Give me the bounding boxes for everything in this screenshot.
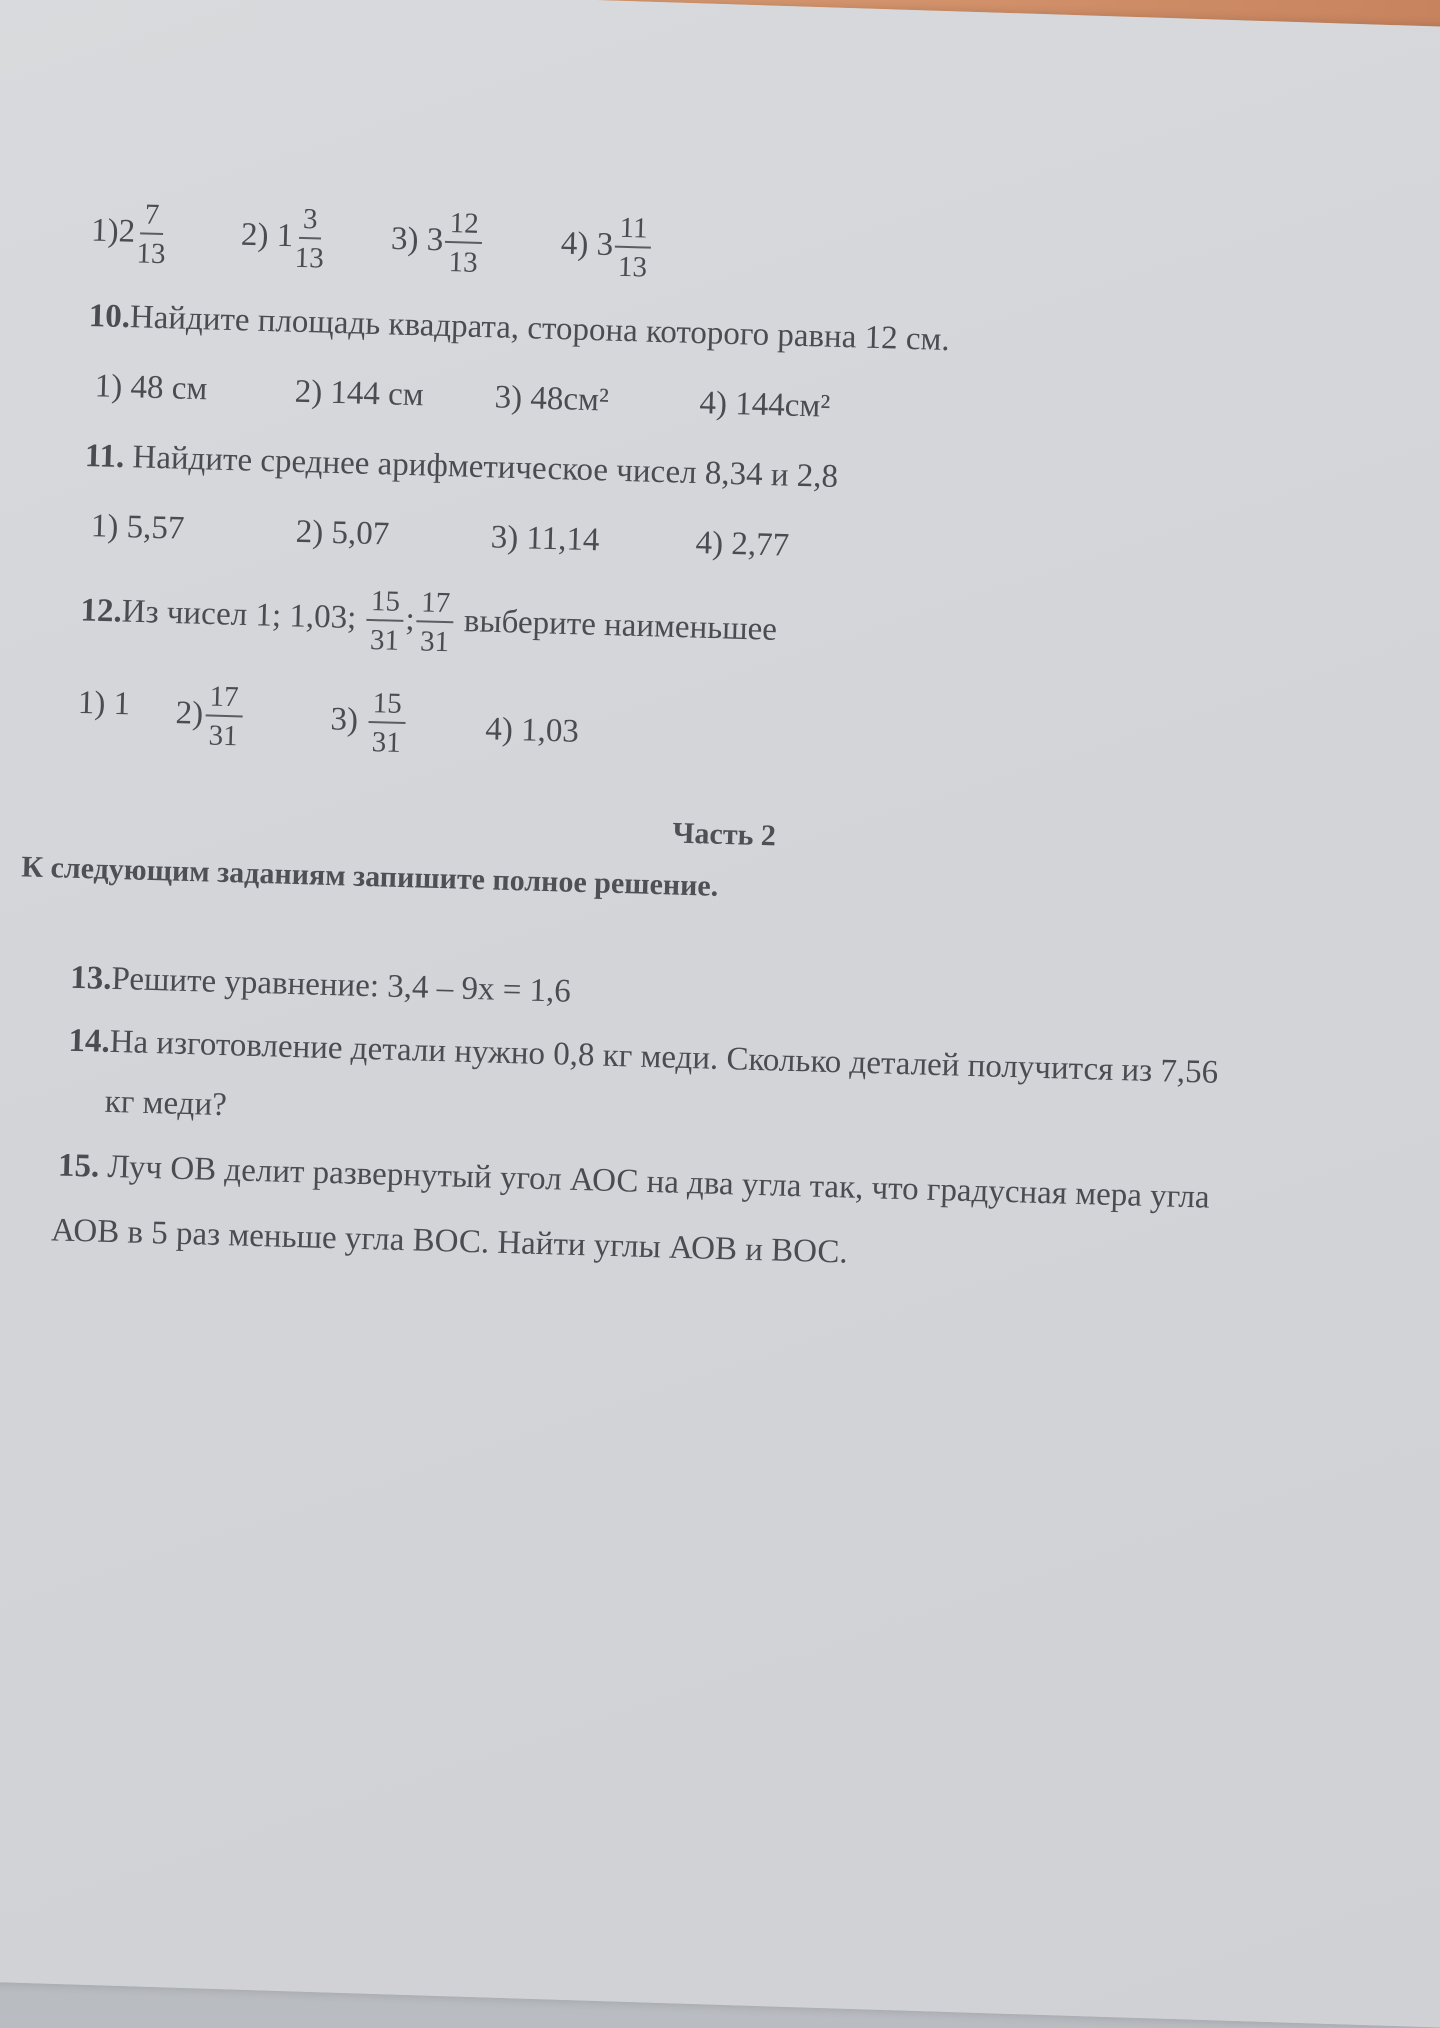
question-text: Найдите площадь квадрата, сторона которого равна 12 см. (129, 299, 951, 359)
q9-option-2: 2) 1 $\frac{3}{13}$ (240, 202, 325, 275)
question-number: 13. (69, 959, 113, 997)
question-number: 12. (80, 592, 123, 630)
question-text: Из чисел 1; 1,03; (121, 593, 357, 637)
question-14 (68, 1022, 1219, 1091)
question-number: 10. (88, 298, 131, 336)
q11-option-2: 2) 5,07 (295, 513, 390, 553)
question-number: 15. (57, 1147, 100, 1185)
part-2-instruction: К следующим заданиям запишите полное решение. (20, 850, 719, 903)
q12-option-2: 2) $\frac{17}{31}$ (175, 681, 245, 753)
question-10 (88, 300, 950, 357)
question-text: На изготовление детали нужно 0,8 кг меди. Сколько деталей получится из 7,56 (109, 1023, 1219, 1091)
fraction: $\frac{15}{31}$ (367, 688, 406, 759)
fraction: $\frac{17}{31}$ (204, 681, 243, 752)
question-text: Найдите среднее арифметическое чисел 8,34 и 2,8 (123, 439, 839, 495)
q12-option-1: 1) 1 (77, 684, 131, 723)
question-text-end: выберите наименьшее (463, 603, 778, 648)
fraction: $\frac{3}{13}$ (294, 202, 325, 275)
question-number: 14. (68, 1022, 111, 1060)
part-2-title: Часть 2 (672, 816, 777, 853)
q11-option-4: 4) 2,77 (695, 525, 790, 564)
fraction: $\frac{15}{31}$ (366, 586, 405, 657)
q10-option-4: 4) 144см² (699, 385, 831, 425)
question-14-continuation: кг меди? (104, 1083, 228, 1124)
question-15 (58, 1149, 1210, 1214)
q11-option-1: 1) 5,57 (90, 508, 185, 547)
fraction: $\frac{17}{31}$ (416, 587, 455, 658)
q12-option-3: 3) $\frac{15}{31}$ (330, 687, 409, 759)
q10-option-3: 3) 48см² (494, 379, 610, 419)
question-12: 12.Из чисел 1; 1,03; $\frac{15}{31}$ ; $\frac{17}{31}$ выберите наименьшее (80, 585, 778, 659)
question-text: Луч ОВ делит развернутый угол АОС на два угла так, что градусная мера угла (98, 1148, 1211, 1216)
question-text: Решите уравнение: 3,4 – 9х = 1,6 (111, 960, 572, 1010)
q12-option-4: 4) 1,03 (484, 711, 580, 750)
q9-option-4: 4) 3 $\frac{11}{13}$ (560, 211, 654, 283)
q11-option-3: 3) 11,14 (490, 519, 600, 559)
question-15-continuation: АОВ в 5 раз меньше угла ВОС. Найти углы АОВ и ВОС. (50, 1212, 849, 1271)
question-11 (84, 437, 839, 495)
fraction: $\frac{12}{13}$ (444, 208, 483, 279)
fraction: $\frac{11}{13}$ (614, 213, 652, 284)
q10-option-1: 1) 48 см (94, 368, 208, 408)
q9-option-1: 1)2 $\frac{7}{13}$ (90, 198, 166, 271)
fraction: $\frac{7}{13}$ (136, 198, 166, 271)
question-13 (69, 959, 572, 1010)
question-number: 11. (84, 437, 125, 476)
q10-option-2: 2) 144 см (294, 373, 425, 414)
q9-option-3: 3) 3 $\frac{12}{13}$ (390, 206, 485, 278)
